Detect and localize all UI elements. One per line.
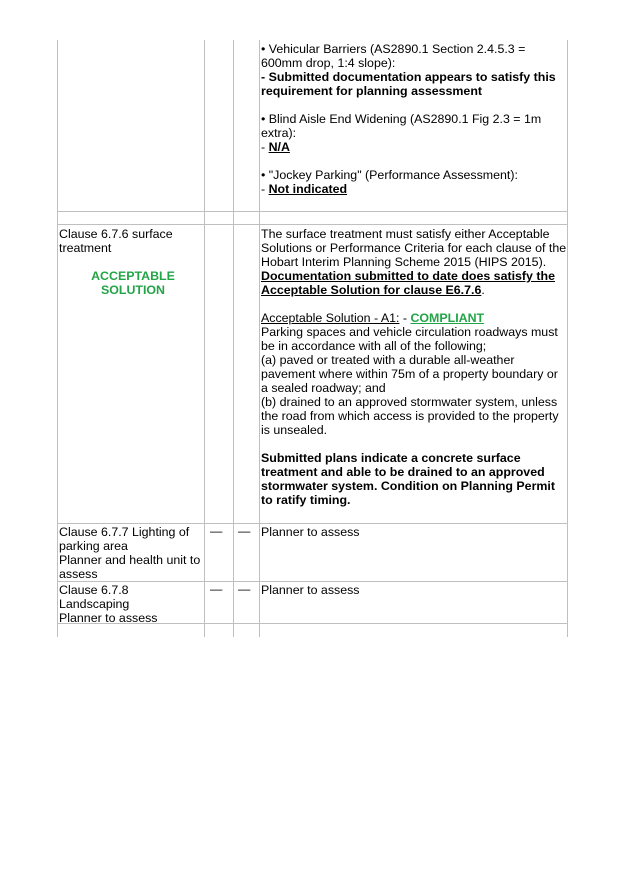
blind-aisle-result: - N/A — [261, 140, 290, 154]
table-row-divider — [57, 523, 568, 524]
lighting-clause-assessor: Planner and health unit to assess — [59, 553, 201, 581]
landscaping-clause-number: Clause 6.7.8 — [59, 583, 129, 597]
lighting-clause-cell — [59, 525, 202, 581]
landscaping-clause-assessor: Planner to assess — [59, 611, 158, 625]
table-border-left — [57, 40, 58, 637]
landscaping-clause-title: Landscaping — [59, 597, 130, 611]
vehicular-barriers-result: - Submitted documentation appears to satisfy this requirement for planning assessment — [261, 70, 556, 98]
lighting-comment: Planner to assess — [261, 525, 360, 539]
surface-clause-cell — [59, 227, 202, 297]
surface-assessment-cell — [261, 227, 567, 507]
table-border-right — [567, 40, 568, 637]
surface-status-badge: ACCEPTABLE SOLUTION — [91, 269, 175, 297]
table-row-divider — [57, 211, 568, 212]
landscaping-comment: Planner to assess — [261, 583, 360, 597]
table-row-divider — [57, 224, 568, 225]
lighting-dash-1: — — [210, 524, 223, 538]
landscaping-dash-2: — — [238, 582, 251, 596]
lighting-dash-2: — — [238, 524, 251, 538]
parking-notes-cell — [261, 42, 566, 196]
lighting-clause-title: Clause 6.7.7 Lighting of parking area — [59, 525, 190, 553]
table-column-divider — [233, 40, 234, 637]
vehicular-barriers-item: • Vehicular Barriers (AS2890.1 Section 2.4.5.3 = 600mm drop, 1:4 slope): — [261, 42, 526, 70]
surface-requirement: Parking spaces and vehicle circulation roadways must be in accordance with all of the following; — [261, 325, 558, 353]
surface-conclusion: Submitted plans indicate a concrete surface treatment and able to be drained to an approved stormwater system. Condition on Planning Permit to ratify timing. — [261, 451, 555, 507]
blind-aisle-item: • Blind Aisle End Widening (AS2890.1 Fig 2.3 = 1m extra): — [261, 112, 542, 140]
surface-intro: The surface treatment must satisfy either Acceptable Solutions or Performance Criteria for each clause of the Hobart Interim Planning Scheme 2015 (HIPS 2015). — [261, 227, 567, 269]
acceptable-solution-line: Acceptable Solution - A1: - COMPLIANT — [261, 311, 485, 325]
surface-requirement-a: (a) paved or treated with a durable all-weather pavement where within 75m of a property boundary or a sealed roadway; and — [261, 353, 558, 395]
table-row-divider — [57, 581, 568, 582]
compliant-badge: COMPLIANT — [410, 311, 485, 325]
jockey-parking-item: • "Jockey Parking" (Performance Assessment): — [261, 168, 518, 182]
surface-requirement-b: (b) drained to an approved stormwater system, unless the road from which access is provided to the property is unsealed. — [261, 395, 559, 437]
jockey-parking-result: - Not indicated — [261, 182, 348, 196]
landscaping-dash-1: — — [210, 582, 223, 596]
landscaping-clause-cell — [59, 583, 202, 625]
surface-clause-title: Clause 6.7.6 surface treatment — [59, 227, 173, 255]
surface-doc-statement: Documentation submitted to date does satisfy the Acceptable Solution for clause E6.7.6. — [261, 269, 555, 297]
table-column-divider — [259, 40, 260, 637]
table-column-divider — [204, 40, 205, 637]
